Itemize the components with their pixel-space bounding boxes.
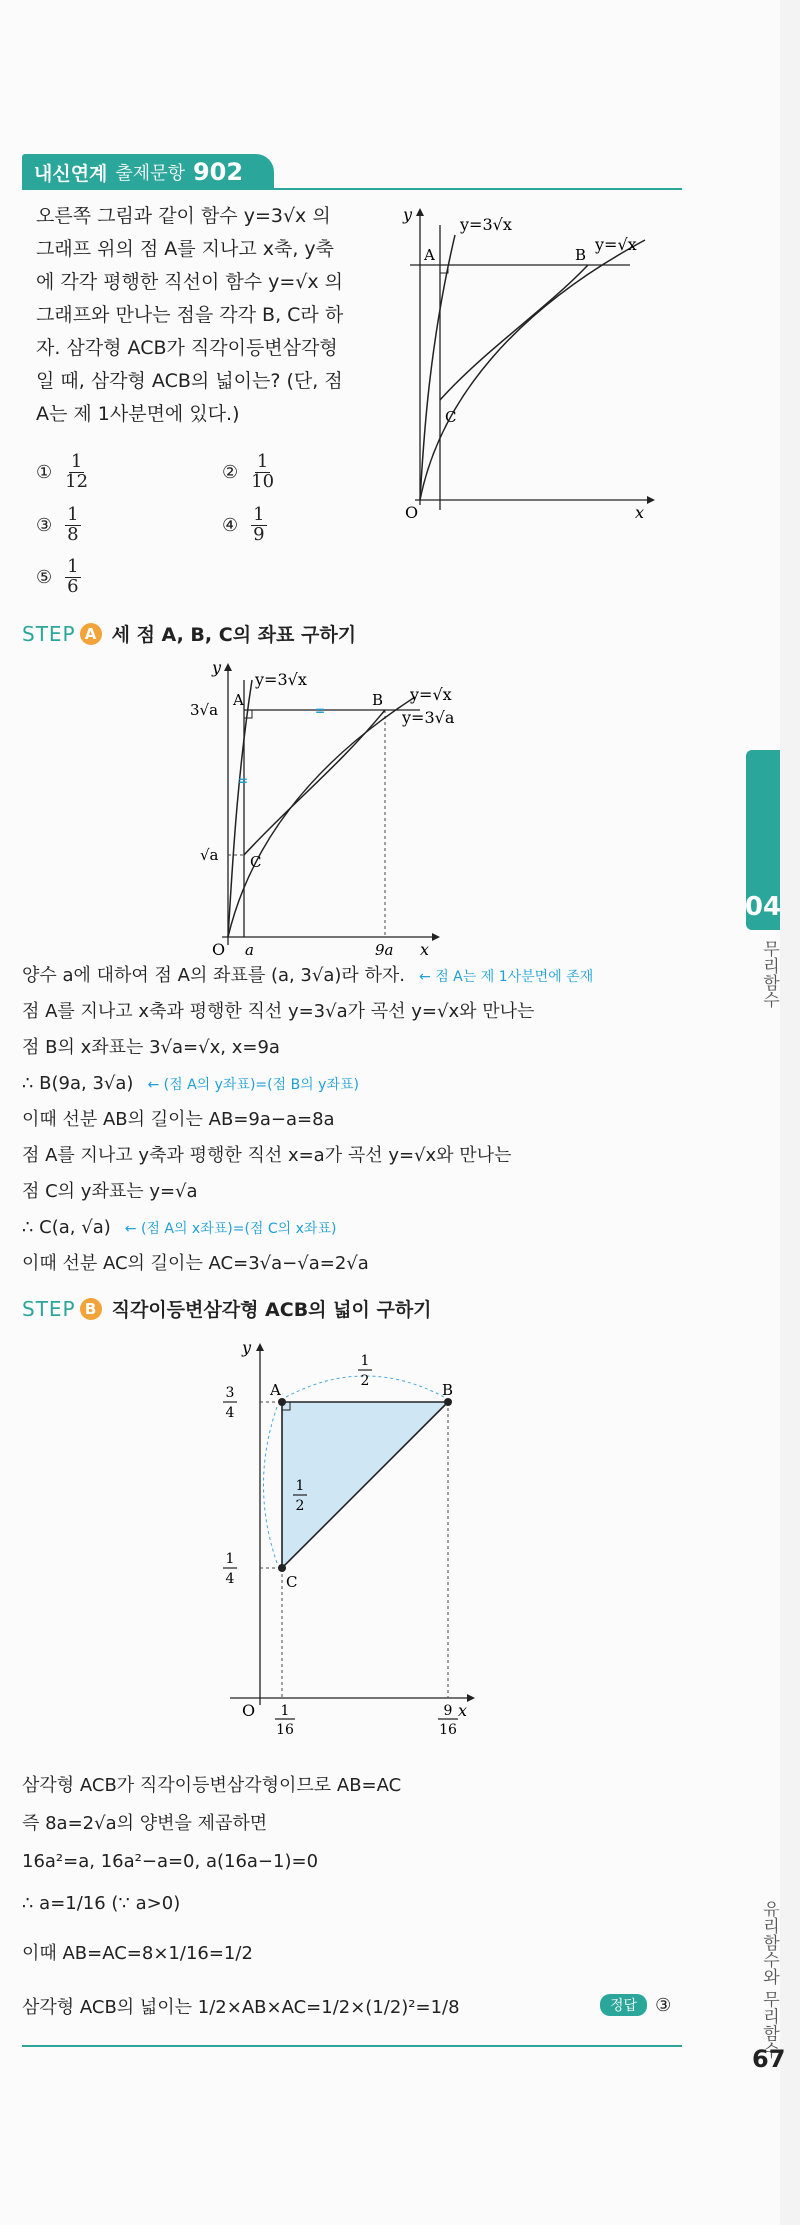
step-b-graph [170, 1335, 500, 1738]
svg-text:4: 4 [225, 1571, 235, 1587]
problem-line: 자. 삼각형 ACB가 직각이등변삼각형 [36, 337, 338, 359]
svg-text:3√a: 3√a [190, 701, 219, 719]
problem-line: 일 때, 삼각형 ACB의 넓이는? (단, 점 [36, 370, 343, 392]
svg-text:O: O [242, 1701, 256, 1720]
svg-text:16: 16 [276, 1722, 294, 1738]
svg-text:C: C [445, 408, 457, 426]
svg-text:√a: √a [200, 846, 219, 864]
chapter-side-text: 유리함수와 무리함수 [759, 1900, 779, 2059]
solution-a-line: 점 C의 y좌표는 y=√a [22, 1181, 198, 1202]
svg-text:y=3√a: y=3√a [402, 708, 455, 727]
note: ← (점 A의 x좌표)=(점 C의 x좌표) [124, 1221, 337, 1237]
problem-line: A는 제 1사분면에 있다.) [36, 403, 240, 425]
svg-text:x: x [635, 503, 645, 522]
answer-value: ③ [655, 1994, 672, 2016]
problem-badge [22, 154, 274, 190]
solution-b-line: 즉 8a=2√a의 양변을 제곱하면 [22, 1813, 268, 1834]
choice-2[interactable] [222, 453, 277, 492]
svg-text:1: 1 [225, 1551, 235, 1567]
solution-a-line: 점 B의 x좌표는 3√a=√x, x=9a [22, 1037, 280, 1058]
svg-text:x: x [458, 1701, 468, 1720]
choice-fraction: $\frac{1}{6}$ [67, 556, 79, 597]
svg-text:9a: 9a [375, 941, 394, 959]
problem-line: 그래프와 만나는 점을 각각 B, C라 하 [36, 304, 344, 326]
svg-text:B: B [442, 1381, 454, 1399]
choice-1[interactable] [36, 453, 91, 492]
svg-text:4: 4 [225, 1405, 235, 1421]
solution-a-line: 점 A를 지나고 y축과 평행한 직선 x=a가 곡선 y=√x와 만나는 [22, 1145, 512, 1166]
problem-line: 오른쪽 그림과 같이 함수 y=3√x 의 [36, 205, 331, 227]
svg-text:=: = [315, 704, 326, 718]
svg-text:1: 1 [360, 1353, 370, 1369]
choice-mark: ④ [222, 514, 239, 536]
svg-text:y=3√x: y=3√x [460, 215, 512, 234]
page-number: 67 [752, 2045, 786, 2073]
svg-text:C: C [250, 853, 262, 871]
svg-text:y=√x: y=√x [410, 685, 452, 704]
svg-text:3: 3 [225, 1385, 235, 1401]
solution-b-line: 16a²=a, 16a²−a=0, a(16a−1)=0 [22, 1851, 319, 1872]
choice-fraction: $\frac{1}{12}$ [65, 451, 89, 492]
svg-text:y: y [242, 1338, 252, 1357]
note: ← 점 A는 제 1사분면에 존재 [419, 969, 594, 985]
solution-a-line: ∴ B(9a, 3√a) ← (점 A의 y좌표)=(점 B의 y좌표) [22, 1073, 359, 1094]
solution-a-line: 이때 선분 AB의 길이는 AB=9a−a=8a [22, 1109, 335, 1130]
svg-text:A: A [424, 246, 435, 264]
svg-text:9: 9 [443, 1703, 453, 1719]
footer-rule [22, 2045, 682, 2047]
note: ← (점 A의 y좌표)=(점 B의 y좌표) [147, 1077, 359, 1093]
choice-fraction: $\frac{1}{10}$ [251, 451, 275, 492]
svg-text:2: 2 [295, 1498, 305, 1514]
choice-mark: ① [36, 461, 53, 483]
svg-text:B: B [372, 691, 384, 709]
solution-b-line: 삼각형 ACB가 직각이등변삼각형이므로 AB=AC [22, 1775, 402, 1796]
answer-tag: 정답 [600, 1994, 647, 2016]
solution-a-line: ∴ C(a, √a) ← (점 A의 x좌표)=(점 C의 x좌표) [22, 1217, 337, 1238]
problem-line: 그래프 위의 점 A를 지나고 x축, y축 [36, 238, 335, 260]
problem-number: 902 [192, 158, 244, 186]
svg-text:A: A [270, 1381, 281, 1399]
problem-graph [395, 200, 675, 522]
choice-mark: ② [222, 461, 239, 483]
chapter-side-text: 무리함수 [759, 940, 779, 1008]
svg-text:2: 2 [360, 1373, 370, 1389]
svg-text:x: x [420, 940, 430, 959]
svg-text:y=√x: y=√x [595, 235, 637, 254]
svg-text:=: = [238, 774, 249, 788]
solution-a-line: 점 A를 지나고 x축과 평행한 직선 y=3√a가 곡선 y=√x와 만나는 [22, 1001, 535, 1022]
solution-a-line: 이때 선분 AC의 길이는 AC=3√a−√a=2√a [22, 1253, 369, 1274]
badge-title: 내신연계 [34, 162, 108, 185]
svg-text:B: B [575, 246, 587, 264]
choice-5[interactable] [36, 558, 84, 597]
solution-b-line: 이때 AB=AC=8×1/16=1/2 [22, 1943, 253, 1964]
solution-b-line: 삼각형 ACB의 넓이는 1/2×AB×AC=1/2×(1/2)²=1/8 [22, 1997, 460, 2018]
svg-text:1: 1 [295, 1478, 305, 1494]
choice-3[interactable] [36, 506, 84, 545]
answer [600, 1994, 671, 2016]
choice-4[interactable] [222, 506, 270, 545]
choice-fraction: $\frac{1}{8}$ [67, 504, 79, 545]
svg-text:1: 1 [280, 1703, 290, 1719]
svg-text:O: O [405, 503, 419, 522]
svg-text:A: A [233, 691, 244, 709]
svg-text:C: C [286, 1573, 298, 1591]
solution-a-line: 양수 a에 대하여 점 A의 좌표를 (a, 3√a)라 하자. ← 점 A는 제 1사분면에 존재 [22, 965, 594, 986]
problem-text [36, 200, 343, 431]
step-b-heading: STEP B 직각이등변삼각형 ACB의 넓이 구하기 [22, 1296, 432, 1321]
svg-text:y: y [403, 205, 413, 224]
solution-b-line: ∴ a=1/16 (∵ a>0) [22, 1893, 181, 1914]
svg-text:y: y [212, 658, 222, 677]
choice-mark: ⑤ [36, 566, 53, 588]
step-a-graph [170, 655, 515, 959]
svg-text:16: 16 [439, 1722, 457, 1738]
svg-text:O: O [212, 940, 226, 959]
chapter-tab: 04 [746, 750, 780, 930]
choice-mark: ③ [36, 514, 53, 536]
svg-text:a: a [245, 941, 254, 959]
svg-text:y=3√x: y=3√x [255, 670, 307, 689]
badge-subtitle: 출제문항 [115, 163, 185, 184]
step-a-heading: STEP A 세 점 A, B, C의 좌표 구하기 [22, 621, 357, 646]
choice-fraction: $\frac{1}{9}$ [253, 504, 265, 545]
problem-line: 에 각각 평행한 직선이 함수 y=√x 의 [36, 271, 344, 293]
